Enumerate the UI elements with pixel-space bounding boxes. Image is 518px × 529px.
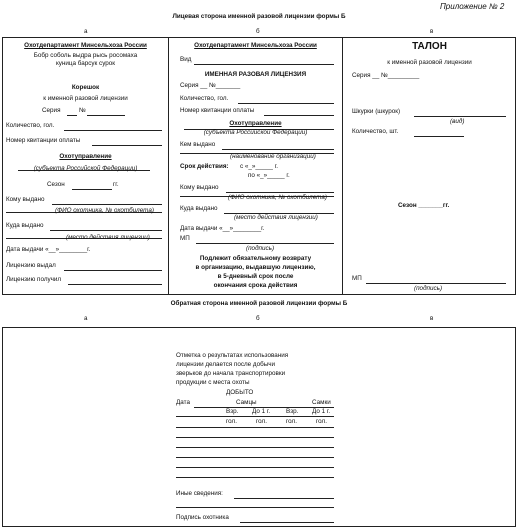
shkurki-c-line: [414, 116, 506, 117]
ohotupr-b: Охотуправление: [229, 120, 282, 127]
row-line-2: [176, 437, 334, 438]
seria-b: Серия __ №_______: [180, 82, 241, 89]
kol-b: Количество, гол.: [180, 95, 229, 102]
koreshok-sub: к именной разовой лицензии: [43, 95, 128, 102]
header-line-2: [176, 416, 334, 417]
sroki-b: Срок действия:: [180, 163, 229, 170]
koreshok-title: Корешок: [71, 84, 100, 91]
mesto-a: (место действия лицензии): [66, 234, 150, 241]
row-line-1: [176, 427, 334, 428]
sezon-c: Сезон _______гг.: [398, 202, 450, 209]
mp-b: МП: [180, 235, 190, 242]
komu-a-line: [52, 204, 162, 205]
row-line-5: [176, 467, 334, 468]
back-line-1: Отметка о результатах использования: [176, 352, 289, 359]
talon-title: ТАЛОН: [412, 41, 447, 52]
gg-a: гг.: [113, 181, 119, 188]
kol-b-line: [238, 103, 334, 104]
row-line-4: [176, 457, 334, 458]
mp-c-line: [366, 283, 506, 284]
podpis-c: (подпись): [414, 285, 443, 292]
s-b: с «_»_____ г.: [240, 163, 278, 170]
poluchil-a-line: [68, 284, 162, 285]
back-line-4: продукции с места охоты: [176, 379, 250, 386]
vzr-2: Взр.: [286, 408, 299, 415]
front-title: Лицевая сторона именной разовой лицензии формы Б: [172, 13, 346, 20]
dept-b: Охотдепартамент Минсельхоза России: [194, 42, 317, 49]
kuda-a: Куда выдано: [6, 222, 44, 229]
do1-1: До 1 г.: [252, 408, 271, 415]
no-a-line: [87, 115, 125, 116]
podpis-b: (подпись): [246, 245, 275, 252]
kuda-b: Куда выдано: [180, 205, 218, 212]
vid-b: Вид: [180, 56, 192, 63]
seria-c: Серия __ №_________: [352, 72, 420, 79]
gol-2: гол.: [256, 418, 267, 425]
mesto-b: (место действия лицензии): [234, 214, 318, 221]
note-b-1: Подлежит обязательному возврату: [199, 255, 312, 262]
komu-b: Кому выдано: [180, 184, 219, 191]
vid-b-line: [194, 64, 334, 65]
data-col: Дата: [176, 399, 190, 406]
data-a: Дата выдачи «__»________г.: [6, 246, 91, 253]
samki-col: Самки: [312, 399, 331, 406]
note-b-3: в 5-дневный срок после: [217, 273, 294, 280]
sezon-a: Сезон: [47, 181, 65, 188]
samcy-col: Самцы: [236, 399, 257, 406]
komu-b-line: [226, 192, 334, 193]
kvit-a: Номер квитанции оплаты: [6, 137, 81, 144]
kem-b: Кем выдано: [180, 141, 216, 148]
kvit-b: Номер квитанции оплаты: [180, 107, 255, 114]
gol-3: гол.: [286, 418, 297, 425]
back-letter-a: а: [84, 315, 88, 322]
mp-b-line: [196, 243, 334, 244]
gol-4: гол.: [316, 418, 327, 425]
appendix-label: Приложение № 2: [440, 2, 505, 11]
kem-b-line: [222, 149, 334, 150]
kvit-a-line: [92, 145, 162, 146]
front-divider-2: [342, 37, 343, 295]
inye-label: Иные сведения:: [176, 490, 223, 497]
podpis-label: Подпись охотника: [176, 514, 229, 521]
subekt-a: (субъекта Российской Федерации): [33, 165, 138, 172]
inye-line: [234, 498, 334, 499]
podpis-line: [240, 522, 334, 523]
no-a: №: [79, 107, 86, 114]
note-b-4: окончания срока действия: [213, 282, 298, 289]
inye-line-2: [176, 507, 334, 508]
row-line-3: [176, 447, 334, 448]
fio-a: (ФИО охотника, № охотбилета): [55, 207, 154, 214]
col-letter-a: а: [84, 28, 88, 35]
vid-c: (вид): [450, 118, 465, 125]
kuda-a-line: [50, 230, 162, 231]
vydal-a-line: [64, 270, 162, 271]
naim-b: (наименование организации): [230, 153, 316, 160]
col-letter-b: б: [256, 28, 260, 35]
back-letter-c: в: [430, 315, 434, 322]
back-letter-b: б: [256, 315, 260, 322]
species-a-1: Бобр соболь выдра рысь росомаха: [33, 52, 138, 59]
sezon-a-line: [72, 189, 112, 190]
ohotupr-a: Охотуправление: [59, 153, 112, 160]
back-title: Обратная сторона именной разовой лицензии формы Б: [170, 300, 348, 307]
gol-1: гол.: [226, 418, 237, 425]
kvit-b-line: [264, 115, 334, 116]
kol-a: Количество, гол.: [6, 122, 55, 129]
kol-c-line: [414, 136, 464, 137]
col-letter-c: в: [430, 28, 434, 35]
fio-b: (ФИО охотника, № охотбилета): [228, 194, 327, 201]
note-b-2: в организацию, выдавшую лицензию,: [195, 264, 316, 271]
species-a-2: куница барсук сурок: [55, 60, 116, 67]
dobyto-label: ДОБЫТО: [226, 389, 254, 396]
talon-sub: к именной разовой лицензии: [387, 59, 472, 66]
mp-c: МП: [352, 275, 362, 282]
po-b: по «_»_____ г.: [248, 172, 290, 179]
seria-a-line: [67, 115, 77, 116]
back-line-2: лицензии делается после добычи: [176, 361, 276, 368]
seria-a: Серия: [42, 107, 61, 114]
row-line-6: [176, 477, 334, 478]
subekt-b: (субъекта Российской Федерации): [203, 129, 308, 136]
kol-a-line: [64, 130, 162, 131]
data-b: Дата выдачи «__»________г.: [180, 225, 265, 232]
komu-a: Кому выдано: [6, 196, 45, 203]
shkurki-c: Шкурки (шкурок): [352, 108, 401, 115]
vydal-a: Лицензию выдал: [6, 262, 56, 269]
do1-2: До 1 г.: [312, 408, 331, 415]
kol-c: Количество, шт.: [352, 128, 399, 135]
vzr-1: Взр.: [226, 408, 239, 415]
poluchil-a: Лицензию получил: [6, 276, 62, 283]
dept-a: Охотдепартамент Минсельхоза России: [24, 42, 147, 49]
license-title: ИМЕННАЯ РАЗОВАЯ ЛИЦЕНЗИЯ: [204, 71, 307, 78]
back-line-3: зверьков до начала транспортировки: [176, 370, 286, 377]
